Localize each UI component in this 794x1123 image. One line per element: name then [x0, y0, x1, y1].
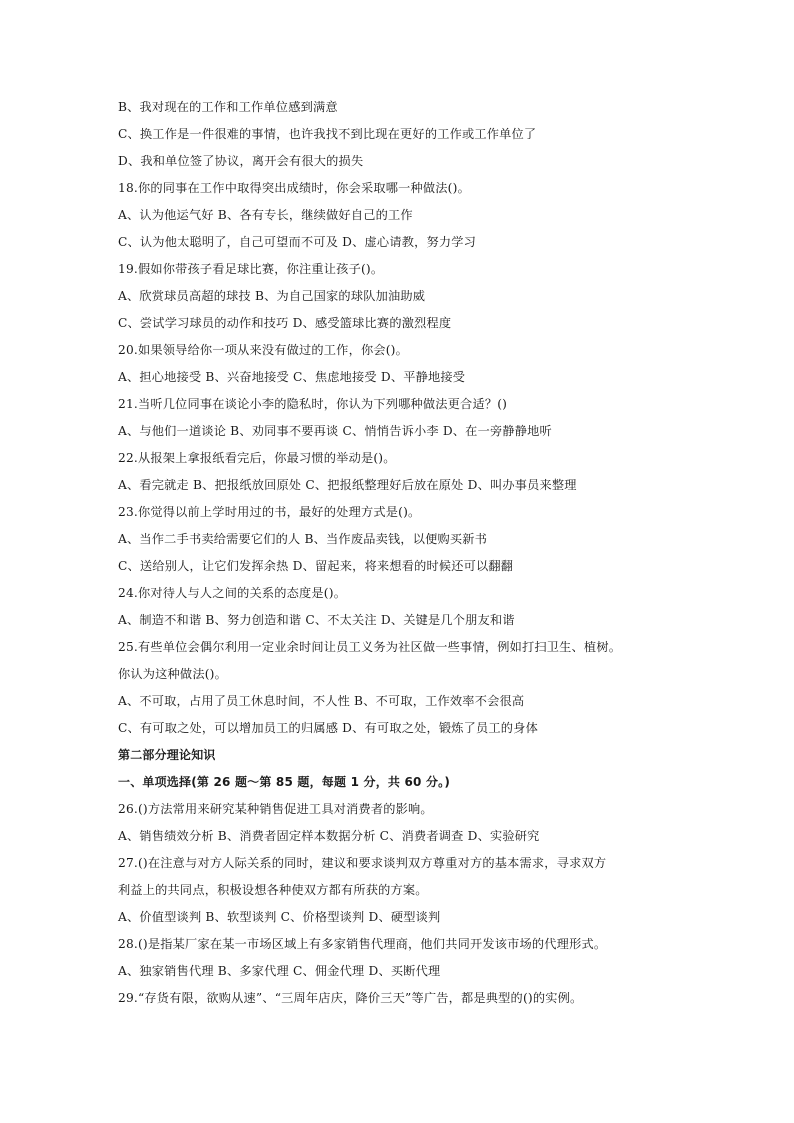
question-25-continued: 你认为这种做法()。 — [118, 667, 228, 681]
option-line: A、看完就走 B、把报纸放回原处 C、把报纸整理好后放在原处 D、叫办事员来整理 — [118, 478, 577, 492]
question-21: 21.当听几位同事在谈论小李的隐私时，你认为下列哪种做法更合适？() — [118, 397, 508, 411]
question-29: 29.“存货有限，欲购从速”、“三周年店庆，降价三天”等广告，都是典型的()的实例。 — [118, 991, 583, 1005]
question-26: 26.()方法常用来研究某种销售促进工具对消费者的影响。 — [118, 802, 433, 816]
question-27: 27.()在注意与对方人际关系的同时，建议和要求谈判双方尊重对方的基本需求，寻求双方 — [118, 856, 607, 870]
option-line: A、独家销售代理 B、多家代理 C、佣金代理 D、买断代理 — [118, 964, 441, 978]
question-25: 25.有些单位会偶尔利用一定业余时间让员工义务为社区做一些事情，例如打扫卫生、植树。 — [118, 640, 622, 654]
option-line: C、送给别人，让它们发挥余热 D、留起来，将来想看的时候还可以翻翻 — [118, 559, 514, 573]
option-line: C、有可取之处，可以增加员工的归属感 D、有可取之处，锻炼了员工的身体 — [118, 721, 538, 735]
question-18: 18.你的同事在工作中取得突出成绩时，你会采取哪一种做法()。 — [118, 181, 470, 195]
option-line: D、我和单位签了协议，离开会有很大的损失 — [118, 154, 364, 168]
question-19: 19.假如你带孩子看足球比赛，你注重让孩子()。 — [118, 262, 384, 276]
option-line: A、认为他运气好 B、各有专长，继续做好自己的工作 — [118, 208, 413, 222]
option-line: A、欣赏球员高超的球技 B、为自己国家的球队加油助威 — [118, 289, 426, 303]
option-line: A、不可取，占用了员工休息时间，不人性 B、不可取，工作效率不会很高 — [118, 694, 525, 708]
question-22: 22.从报架上拿报纸看完后，你最习惯的举动是()。 — [118, 451, 396, 465]
option-line: A、制造不和谐 B、努力创造和谐 C、不太关注 D、关键是几个朋友和谐 — [118, 613, 515, 627]
option-line: A、当作二手书卖给需要它们的人 B、当作废品卖钱，以便购买新书 — [118, 532, 488, 546]
document-page — [118, 94, 688, 1012]
option-line: C、换工作是一件很难的事情，也许我找不到比现在更好的工作或工作单位了 — [118, 127, 537, 141]
subsection-heading: 一、单项选择(第 26 题～第 85 题，每题 1 分，共 60 分。) — [118, 775, 451, 789]
option-line: B、我对现在的工作和工作单位感到满意 — [118, 100, 338, 114]
question-28: 28.()是指某厂家在某一市场区域上有多家销售代理商，他们共同开发该市场的代理形式。 — [118, 937, 607, 951]
option-line: A、与他们一道谈论 B、劝同事不要再谈 C、悄悄告诉小李 D、在一旁静静地听 — [118, 424, 552, 438]
question-27-continued: 利益上的共同点，积极设想各种使双方都有所获的方案。 — [118, 883, 428, 897]
option-line: C、尝试学习球员的动作和技巧 D、感受篮球比赛的激烈程度 — [118, 316, 452, 330]
option-line: A、销售绩效分析 B、消费者固定样本数据分析 C、消费者调查 D、实验研究 — [118, 829, 540, 843]
question-23: 23.你觉得以前上学时用过的书，最好的处理方式是()。 — [118, 505, 421, 519]
option-line: C、认为他太聪明了，自己可望而不可及 D、虚心请教，努力学习 — [118, 235, 477, 249]
question-24: 24.你对待人与人之间的关系的态度是()。 — [118, 586, 347, 600]
question-20: 20.如果领导给你一项从来没有做过的工作，你会()。 — [118, 343, 409, 357]
section-heading: 第二部分理论知识 — [118, 748, 216, 762]
option-line: A、价值型谈判 B、软型谈判 C、价格型谈判 D、硬型谈判 — [118, 910, 441, 924]
option-line: A、担心地接受 B、兴奋地接受 C、焦虑地接受 D、平静地接受 — [118, 370, 466, 384]
